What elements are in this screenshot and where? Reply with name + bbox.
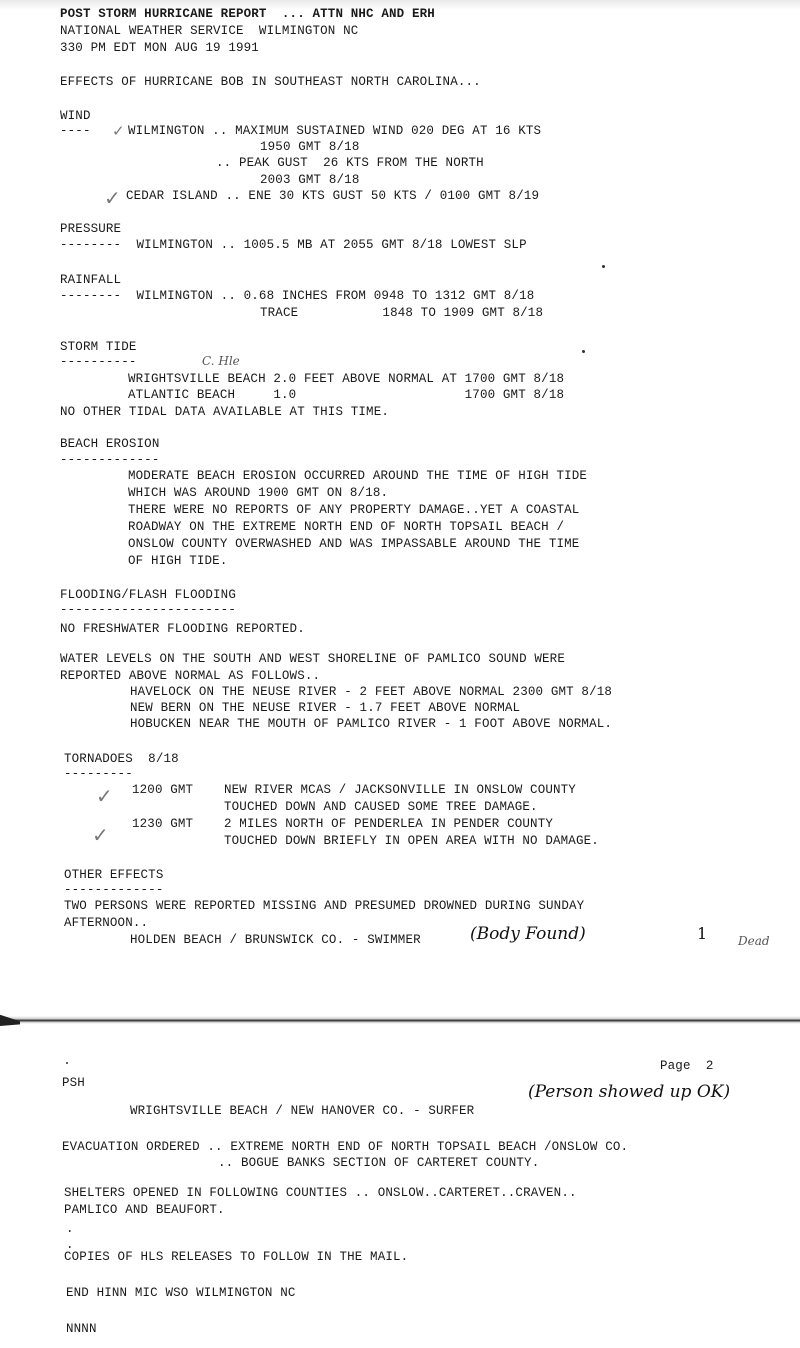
tornado-time: 1230 GMT [132, 817, 194, 831]
beach-erosion-line: THERE WERE NO REPORTS OF ANY PROPERTY DAMAGE..YET A COASTAL [128, 503, 580, 517]
stray-dot: . [66, 1238, 74, 1252]
end-line: END HINN MIC WSO WILMINGTON NC [66, 1286, 296, 1300]
nnnn-line: NNNN [66, 1322, 97, 1336]
rainfall-line: -------- WILMINGTON .. 0.68 INCHES FROM 0948 TO 1312 GMT 8/18 [60, 289, 535, 303]
beach-erosion-line: ROADWAY ON THE EXTREME NORTH END OF NORTH TOPSAIL BEACH / [128, 520, 565, 534]
tornado-line: 2 MILES NORTH OF PENDERLEA IN PENDER COUNTY [224, 817, 554, 831]
other-effects-heading: OTHER EFFECTS [64, 868, 164, 882]
page-number: Page 2 [660, 1059, 714, 1073]
other-effects-para-line: TWO PERSONS WERE REPORTED MISSING AND PRESUMED DROWNED DURING SUNDAY [64, 899, 585, 913]
evacuation-line: .. BOGUE BANKS SECTION OF CARTERET COUNTY. [218, 1156, 540, 1170]
shelters-line: PAMLICO AND BEAUFORT. [64, 1203, 225, 1217]
wind-line: 2003 GMT 8/18 [260, 173, 360, 187]
flooding-item: NEW BERN ON THE NEUSE RIVER - 1.7 FEET ABOVE NORMAL [130, 701, 521, 715]
wind-line: WILMINGTON .. MAXIMUM SUSTAINED WIND 020 DEG AT 16 KTS [128, 124, 542, 138]
scan-speck [582, 350, 585, 353]
storm-tide-underline: ---------- [60, 355, 137, 369]
report-timestamp: 330 PM EDT MON AUG 19 1991 [60, 41, 259, 55]
handwritten-margin-mark: 1 [697, 924, 708, 943]
storm-tide-line: NO OTHER TIDAL DATA AVAILABLE AT THIS TIME. [60, 405, 390, 419]
other-effects-underline: ------------- [64, 883, 164, 897]
beach-erosion-line: WHICH WAS AROUND 1900 GMT ON 8/18. [128, 486, 389, 500]
beach-erosion-line: ONSLOW COUNTY OVERWASHED AND WAS IMPASSABLE AROUND THE TIME [128, 537, 580, 551]
pressure-line: -------- WILMINGTON .. 1005.5 MB AT 2055 GMT 8/18 LOWEST SLP [60, 238, 527, 252]
scan-speck [602, 265, 605, 268]
rainfall-heading: RAINFALL [60, 273, 122, 287]
check-mark: ✓ [92, 823, 109, 847]
tornado-line: TOUCHED DOWN BRIEFLY IN OPEN AREA WITH NO DAMAGE. [224, 834, 599, 848]
page-break-shadow [0, 1016, 800, 1024]
tornado-time: 1200 GMT [132, 783, 194, 797]
storm-tide-line: ATLANTIC BEACH 1.0 1700 GMT 8/18 [128, 388, 565, 402]
wind-line: .. PEAK GUST 26 KTS FROM THE NORTH [216, 156, 484, 170]
handwritten-cap-annotation: C. Hle [202, 354, 240, 368]
beach-erosion-underline: ------------- [60, 453, 160, 467]
evacuation-line: EVACUATION ORDERED .. EXTREME NORTH END OF NORTH TOPSAIL BEACH /ONSLOW CO. [62, 1140, 629, 1154]
flooding-para-line: WATER LEVELS ON THE SOUTH AND WEST SHORELINE OF PAMLICO SOUND WERE [60, 652, 565, 666]
beach-erosion-heading: BEACH EROSION [60, 437, 160, 451]
tornado-line: NEW RIVER MCAS / JACKSONVILLE IN ONSLOW COUNTY [224, 783, 576, 797]
copies-line: COPIES OF HLS RELEASES TO FOLLOW IN THE MAIL. [64, 1250, 409, 1264]
surfer-line: WRIGHTSVILLE BEACH / NEW HANOVER CO. - SURFER [130, 1104, 475, 1118]
report-office: NATIONAL WEATHER SERVICE WILMINGTON NC [60, 24, 359, 38]
handwritten-margin-note: Dead [738, 934, 770, 948]
other-effects-item: HOLDEN BEACH / BRUNSWICK CO. - SWIMMER [130, 933, 421, 947]
flooding-underline: ----------------------- [60, 603, 236, 617]
handwritten-person-ok: (Person showed up OK) [528, 1082, 731, 1102]
flooding-item: HAVELOCK ON THE NEUSE RIVER - 2 FEET ABOVE NORMAL 2300 GMT 8/18 [130, 685, 613, 699]
check-mark: ✓ [96, 784, 113, 808]
flooding-heading: FLOODING/FLASH FLOODING [60, 588, 236, 602]
beach-erosion-line: OF HIGH TIDE. [128, 554, 228, 568]
handwritten-body-found: (Body Found) [470, 924, 586, 944]
other-effects-para-line: AFTERNOON.. [64, 916, 149, 930]
intro-line: EFFECTS OF HURRICANE BOB IN SOUTHEAST NORTH CAROLINA... [60, 75, 481, 89]
stray-dot: . [66, 1222, 74, 1236]
scan-speck [66, 1062, 68, 1064]
tornadoes-underline: --------- [64, 767, 133, 781]
shelters-line: SHELTERS OPENED IN FOLLOWING COUNTIES .. ONSLOW..CARTERET..CRAVEN.. [64, 1186, 577, 1200]
storm-tide-line: WRIGHTSVILLE BEACH 2.0 FEET ABOVE NORMAL AT 1700 GMT 8/18 [128, 372, 565, 386]
wind-line: CEDAR ISLAND .. ENE 30 KTS GUST 50 KTS / 0100 GMT 8/19 [126, 189, 540, 203]
storm-tide-heading: STORM TIDE [60, 340, 137, 354]
flooding-item: HOBUCKEN NEAR THE MOUTH OF PAMLICO RIVER - 1 FOOT ABOVE NORMAL. [130, 717, 613, 731]
report-title: POST STORM HURRICANE REPORT ... ATTN NHC AND ERH [60, 7, 435, 21]
flooding-para-line: REPORTED ABOVE NORMAL AS FOLLOWS.. [60, 669, 321, 683]
pressure-heading: PRESSURE [60, 222, 122, 236]
check-mark: ✓ [104, 186, 121, 210]
rainfall-line: TRACE 1848 TO 1909 GMT 8/18 [260, 306, 544, 320]
tornado-line: TOUCHED DOWN AND CAUSED SOME TREE DAMAGE. [224, 800, 538, 814]
beach-erosion-line: MODERATE BEACH EROSION OCCURRED AROUND THE TIME OF HIGH TIDE [128, 469, 588, 483]
flooding-line: NO FRESHWATER FLOODING REPORTED. [60, 622, 305, 636]
wind-line: 1950 GMT 8/18 [260, 140, 360, 154]
check-mark: ✓ [112, 122, 125, 140]
wind-heading: WIND [60, 109, 91, 123]
wind-underline: ---- [60, 124, 91, 138]
tornadoes-heading: TORNADOES 8/18 [64, 752, 179, 766]
psh-label: PSH [62, 1076, 85, 1090]
